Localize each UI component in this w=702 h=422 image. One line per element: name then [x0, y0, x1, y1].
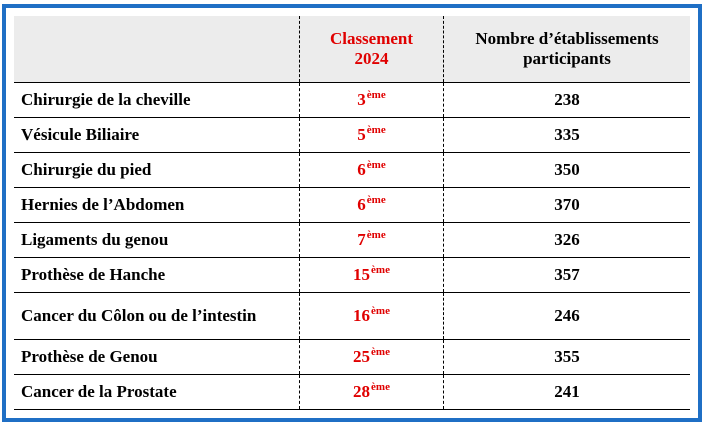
- row-count: 326: [444, 223, 691, 258]
- rank-number: 5: [357, 124, 366, 144]
- row-rank: [300, 187, 444, 222]
- table-row: [14, 187, 690, 222]
- row-rank: [300, 293, 444, 339]
- rank-suffix: ème: [366, 123, 386, 136]
- table-row: [14, 152, 690, 187]
- table-row: [14, 223, 690, 258]
- table-row: [14, 339, 690, 374]
- table-row: [14, 374, 690, 409]
- header-row: [14, 16, 690, 82]
- header-ranking-line1: Classement: [329, 28, 414, 48]
- row-count: 241: [444, 374, 691, 409]
- row-count: 238: [444, 82, 691, 117]
- row-label: Hernies de l’Abdomen: [14, 187, 300, 222]
- rank-suffix: ème: [366, 88, 386, 101]
- rank-suffix: ème: [371, 345, 390, 358]
- row-rank: [300, 374, 444, 409]
- rank-suffix: ème: [371, 380, 390, 393]
- table-row: [14, 117, 690, 152]
- row-label: Prothèse de Genou: [14, 339, 300, 374]
- header-ranking: [300, 16, 444, 82]
- rank-number: 25: [353, 346, 371, 366]
- header-empty-cell: [14, 16, 300, 82]
- row-rank: [300, 258, 444, 293]
- rank-number: 3: [357, 89, 366, 109]
- row-rank: [300, 223, 444, 258]
- row-label: Chirurgie du pied: [14, 152, 300, 187]
- header-count-line2: participants: [523, 48, 611, 68]
- rank-suffix: ème: [366, 158, 386, 171]
- rank-number: 15: [353, 265, 371, 285]
- table-row: [14, 82, 690, 117]
- row-rank: [300, 152, 444, 187]
- row-label: Cancer du Côlon ou de l’intestin: [14, 293, 300, 339]
- ranking-table: [14, 16, 690, 410]
- rank-number: 28: [353, 381, 371, 401]
- row-label: Prothèse de Hanche: [14, 258, 300, 293]
- table-row: [14, 293, 690, 339]
- rank-number: 7: [357, 230, 366, 250]
- rank-suffix: ème: [366, 229, 386, 242]
- row-label: Ligaments du genou: [14, 223, 300, 258]
- row-rank: [300, 82, 444, 117]
- row-label: Cancer de la Prostate: [14, 374, 300, 409]
- rank-suffix: ème: [371, 264, 390, 277]
- row-count: 350: [444, 152, 691, 187]
- row-label: Vésicule Biliaire: [14, 117, 300, 152]
- row-rank: [300, 117, 444, 152]
- rank-suffix: ème: [366, 194, 386, 207]
- row-rank: [300, 339, 444, 374]
- row-label: Chirurgie de la cheville: [14, 82, 300, 117]
- header-count-line1: Nombre d’établissements: [475, 28, 659, 48]
- row-count: 357: [444, 258, 691, 293]
- rank-number: 6: [357, 159, 366, 179]
- table-row: [14, 258, 690, 293]
- rank-number: 6: [357, 195, 366, 215]
- header-ranking-line2: 2024: [354, 48, 389, 68]
- row-count: 246: [444, 293, 691, 339]
- rank-suffix: ème: [371, 305, 390, 318]
- header-count: [444, 16, 691, 82]
- row-count: 370: [444, 187, 691, 222]
- row-count: 355: [444, 339, 691, 374]
- row-count: 335: [444, 117, 691, 152]
- rank-number: 16: [353, 306, 371, 326]
- table-frame: [2, 4, 702, 422]
